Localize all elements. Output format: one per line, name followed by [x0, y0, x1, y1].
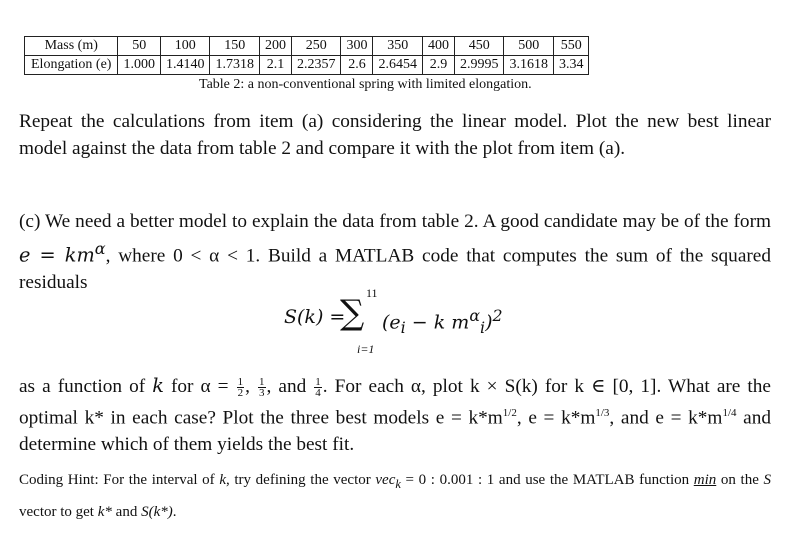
- fraction: [314, 377, 322, 398]
- table-cell: 100: [160, 37, 210, 56]
- var-s: S: [763, 472, 771, 488]
- rhs-power: 2: [492, 306, 503, 325]
- data-table: [24, 36, 589, 75]
- table-cell: 250: [291, 37, 341, 56]
- fraction-den: 4: [315, 387, 321, 400]
- min-function: min: [693, 472, 717, 488]
- fraction-num: 1: [259, 376, 265, 389]
- var-sub: k: [395, 477, 401, 491]
- table-cell: 2.6454: [373, 56, 423, 75]
- table-cell: 450: [454, 37, 504, 56]
- elongation-row: [25, 56, 589, 75]
- text: , and: [266, 376, 314, 397]
- table-cell: 150: [210, 37, 260, 56]
- exponent: 1/4: [722, 407, 737, 419]
- var-kstar: k*: [97, 504, 112, 520]
- table-cell: 3.34: [553, 56, 589, 75]
- coding-hint: [19, 466, 771, 526]
- text: on the: [716, 472, 764, 488]
- paragraph-alpha-models: as a function of k for α = $\frac{1}{2}$ , $\frac{1}{3}$ , and $\frac{1}{4}$ . For each α, plot k × S(k) for k ∈ [0, 1]. What are the optimal k* in each case? Plot the three best models $e = k*m^{1/2}$, $e = k*m^{1/3}$, and $e = k*m^{1/4}$ and determine which of them yields the best fit.: [19, 374, 771, 456]
- paragraph-part-c: [19, 208, 771, 296]
- row-header-elongation: Elongation (e): [25, 56, 118, 75]
- equation-lhs: S(k) =: [284, 306, 346, 328]
- text: = 0 : 0.001 : 1 and use the MATLAB function: [400, 472, 694, 488]
- rhs-part: − k m: [405, 311, 470, 334]
- fraction-den: 3: [259, 387, 265, 400]
- text: vector to get: [19, 504, 98, 520]
- exponent: 1/3: [595, 407, 610, 419]
- table-caption: Table 2: a non-conventional spring with limited elongation.: [199, 77, 532, 92]
- text: . For each α, plot k × S(k) for k ∈ [0, 1]. What are the optimal k* in each case? Plot the three best models e = k*m: [19, 376, 771, 429]
- var-k: k: [219, 472, 226, 488]
- sum-lower-limit: i=1: [357, 342, 375, 356]
- text: .: [172, 504, 177, 520]
- table-cell: 400: [422, 37, 454, 56]
- var-vec: vec: [375, 472, 396, 488]
- fraction-num: 1: [237, 376, 244, 389]
- table-cell: 1.000: [118, 56, 161, 75]
- model-exponent: α: [94, 239, 106, 258]
- equation-rhs: [382, 306, 503, 337]
- table-cell: 3.1618: [504, 56, 554, 75]
- text: , try defining the vector: [225, 472, 376, 488]
- table-cell: 50: [118, 37, 161, 56]
- model-formula: e = km: [19, 243, 95, 267]
- rhs-part: ): [485, 311, 493, 334]
- table-cell: 350: [373, 37, 423, 56]
- table-cell: 2.6: [341, 56, 373, 75]
- text: as a function of: [19, 376, 153, 397]
- table-cell: 200: [259, 37, 291, 56]
- table-cell: 2.2357: [291, 56, 341, 75]
- fraction: [237, 377, 245, 398]
- table-cell: 2.1: [259, 56, 291, 75]
- text: and determine which of them yields the best fit.: [19, 407, 771, 456]
- sum-of-squares-equation: [284, 286, 584, 356]
- table-cell: 550: [553, 37, 589, 56]
- text: , e = k*m: [516, 407, 596, 429]
- table-cell: 2.9: [422, 56, 454, 75]
- text: and: [111, 504, 142, 520]
- rhs-sub: i: [400, 318, 406, 338]
- var-skstar: S(k*): [141, 504, 173, 520]
- table-cell: 1.4140: [160, 56, 210, 75]
- fraction-num: 1: [315, 376, 321, 389]
- text: , and e = k*m: [609, 407, 723, 429]
- text: Coding Hint: For the interval of: [19, 472, 220, 488]
- rhs-sup: α: [469, 306, 481, 325]
- sum-sigma: ∑: [340, 293, 365, 333]
- row-header-mass: Mass (m): [25, 37, 118, 56]
- fraction-den: 2: [237, 387, 244, 400]
- text: (c) We need a better model to explain the data from table 2. A good candidate may be of the form: [19, 211, 771, 232]
- text: , where 0 < α < 1. Build a MATLAB code that computes the sum of the squared residuals: [19, 245, 772, 294]
- exponent: 1/2: [502, 407, 517, 419]
- sum-upper-limit: 11: [366, 286, 378, 300]
- rhs-part: (e: [382, 311, 401, 334]
- var-k: k: [152, 374, 164, 397]
- text: for α =: [163, 376, 236, 397]
- mass-row: [25, 37, 589, 56]
- table-cell: 300: [341, 37, 373, 56]
- table-cell: 1.7318: [210, 56, 260, 75]
- paragraph-linear-model: Repeat the calculations from item (a) considering the linear model. Plot the new best linear model against the data from table 2 and compare it with the plot from item (a).: [19, 111, 771, 159]
- rhs-sub: i: [480, 318, 486, 338]
- table-cell: 500: [504, 37, 554, 56]
- fraction: [258, 377, 266, 398]
- table-cell: 2.9995: [454, 56, 504, 75]
